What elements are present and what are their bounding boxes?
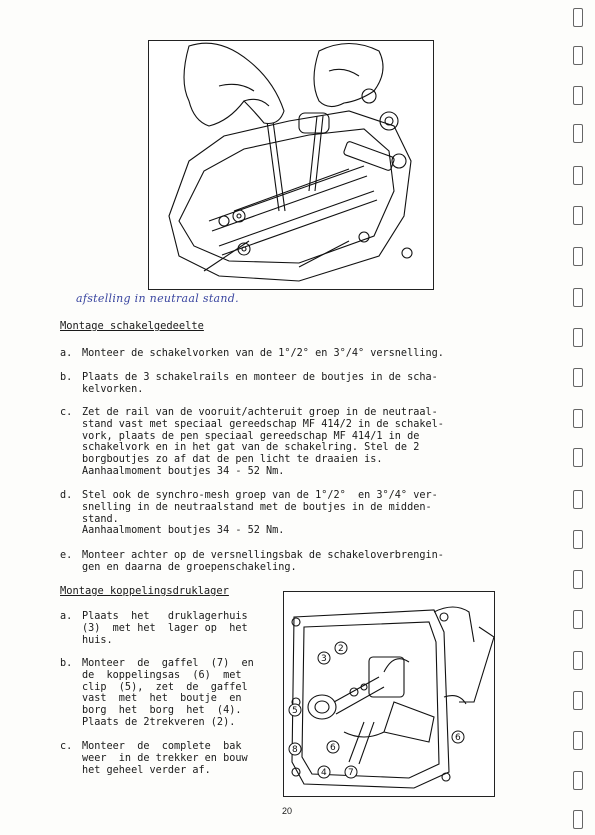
item-label: b.: [60, 372, 73, 383]
index-tab: [573, 490, 583, 509]
svg-text:5: 5: [292, 706, 298, 716]
index-tab: [573, 46, 583, 65]
callout-4: [318, 766, 330, 778]
item-text: Zet de rail van de vooruit/achteruit groep in de neutraal- stand vast met speciaal gereedschap MF 414/2 in de schakel- vork, plaats de pen speciaal gereedschap MF 414/1 in de schakelvork en in het gat van de schakelring. Stel de 2 borgboutjes zo af dat de pen licht te draaien is. Aanhaalmoment boutjes 34 - 52 Nm.: [82, 407, 444, 477]
shift-rail-illustration: [148, 40, 434, 290]
svg-text:4: 4: [321, 768, 327, 778]
index-tab: [573, 810, 583, 829]
index-tab: [573, 328, 583, 347]
item-label: a.: [60, 348, 73, 359]
item-label: c.: [60, 407, 73, 418]
index-tab: [573, 166, 583, 185]
item-label: d.: [60, 490, 73, 501]
shift-rail-drawing: [149, 41, 433, 289]
item-label: b.: [60, 658, 73, 669]
item-text: Monteer achter op de versnellingsbak de schakeloverbrengin- gen en daarna de groepenschakeling.: [82, 550, 444, 573]
index-tab: [573, 530, 583, 549]
svg-text:7: 7: [348, 768, 354, 778]
item-label: e.: [60, 550, 73, 561]
index-tab: [573, 771, 583, 790]
section-heading-koppelingsdruklager: Montage koppelingsdruklager: [60, 585, 229, 597]
callout-2: [335, 642, 347, 654]
callout-3: [318, 652, 330, 664]
index-tab: [573, 448, 583, 467]
index-tab: [573, 124, 583, 143]
svg-text:6: 6: [455, 733, 461, 743]
svg-text:6: 6: [330, 743, 336, 753]
index-tabs: [565, 0, 595, 835]
index-tab: [573, 368, 583, 387]
svg-text:2: 2: [338, 644, 344, 654]
index-tab: [573, 570, 583, 589]
callout-6: [452, 731, 464, 743]
clutch-bearing-illustration: [283, 591, 495, 797]
callout-6b: [327, 741, 339, 753]
index-tab: [573, 409, 583, 428]
svg-text:3: 3: [321, 654, 327, 664]
item-text: Stel ook de synchro-mesh groep van de 1°/2° en 3°/4° ver- snelling in de neutraalstand met de boutjes in de midden- stand. Aanhaalmoment boutjes 34 - 52 Nm.: [82, 490, 438, 537]
index-tab: [573, 651, 583, 670]
item-label: a.: [60, 611, 73, 622]
index-tab: [573, 206, 583, 225]
index-tab: [573, 247, 583, 266]
handwritten-note: afstelling in neutraal stand.: [76, 292, 239, 305]
index-tab: [573, 86, 583, 105]
page-number: 20: [282, 806, 293, 816]
callout-5: [289, 704, 301, 716]
callout-7: [345, 766, 357, 778]
item-label: c.: [60, 741, 73, 752]
section-heading-schakelgedeelte: Montage schakelgedeelte: [60, 320, 204, 332]
svg-text:8: 8: [292, 745, 298, 755]
item-text: Monteer de gaffel (7) en de koppelingsas (6) met clip (5), zet de gaffel vast met het boutje en borg het borg het (4). Plaats de 2trekveren (2).: [82, 658, 254, 728]
item-text: Plaats de 3 schakelrails en monteer de boutjes in de scha- kelvorken.: [82, 372, 438, 395]
clutch-drawing: [284, 592, 494, 796]
item-text: Monteer de complete bak weer in de trekker en bouw het geheel verder af.: [82, 741, 248, 776]
index-tab: [573, 691, 583, 710]
item-text: Plaats het druklagerhuis (3) met het lager op het huis.: [82, 611, 248, 646]
index-tab: [573, 8, 583, 27]
index-tab: [573, 610, 583, 629]
index-tab: [573, 288, 583, 307]
index-tab: [573, 731, 583, 750]
item-text: Monteer de schakelvorken van de 1°/2° en 3°/4° versnelling.: [82, 348, 444, 359]
callout-8: [289, 743, 301, 755]
